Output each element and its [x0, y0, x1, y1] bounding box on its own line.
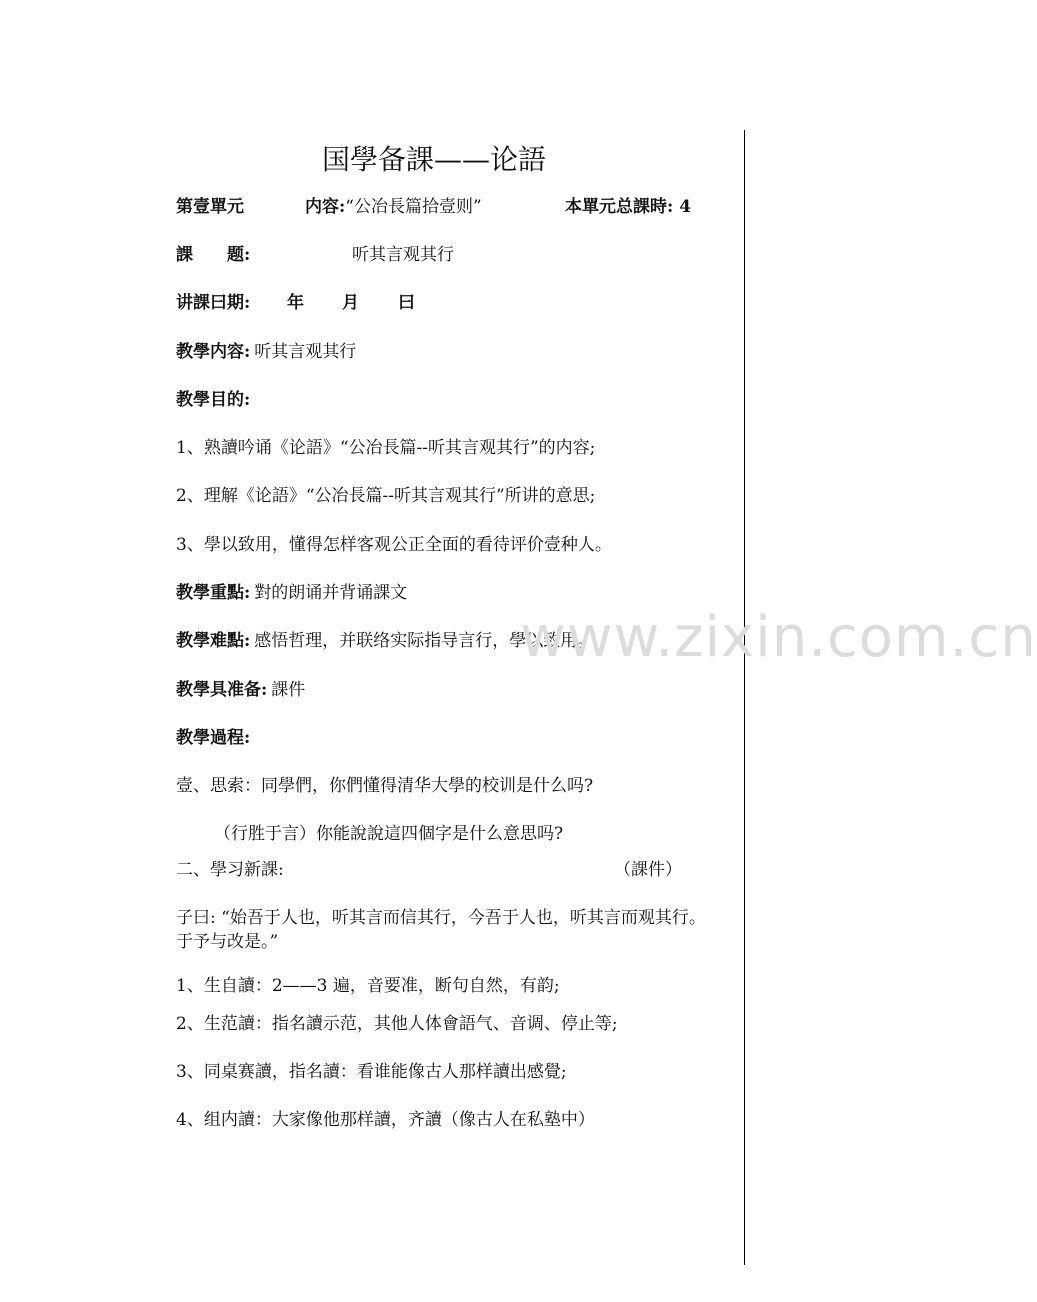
key-point — [176, 580, 407, 606]
process-step-1-sub: （行胜于言）你能說說這四個字是什么意思吗? — [214, 824, 564, 844]
teaching-content-label: 教學内容: — [176, 342, 251, 362]
reading-step: 1、生自讀：2——3 遍，音要准，断句自然，有韵; — [176, 976, 560, 996]
teaching-content-value: 听其言观其行 — [254, 342, 357, 362]
teaching-content — [176, 339, 356, 365]
total-hours-field — [565, 194, 691, 220]
reading-step: 3、同桌赛讀，指名讀：看谁能像古人那样讀出感覺; — [176, 1062, 567, 1082]
key-point-value: 對的朗诵并背诵課文 — [254, 583, 408, 603]
date-day: 曰 — [398, 293, 415, 313]
process-step-2-note: （課件） — [614, 860, 682, 880]
right-margin-rule — [744, 130, 745, 1265]
content-label: 内容: — [305, 197, 346, 217]
difficulty-value: 感悟哲理，并联络实际指导言行，學以致用。 — [254, 631, 595, 651]
date-year: 年 — [287, 293, 304, 313]
materials-value: 課件 — [271, 680, 306, 700]
objectives-label: 教學目的: — [176, 390, 251, 410]
date-month: 月 — [342, 293, 359, 313]
materials — [176, 677, 305, 703]
materials-label: 教學具准备: — [176, 680, 268, 700]
reading-step: 2、生范讀：指名讀示范，其他人体會語气、音调、停止等; — [176, 1014, 618, 1034]
process-step-2: 二、學习新課: — [176, 860, 284, 880]
page-title: 国學备課——论語 — [321, 143, 546, 176]
quote-line-2: 于予与改是。” — [176, 932, 279, 952]
watermark: www.zixin.com.cn — [520, 605, 1037, 670]
total-hours-label: 本單元总課時: — [565, 197, 674, 217]
difficulty-label: 教學难點: — [176, 631, 251, 651]
reading-step: 4、组内讀：大家像他那样讀，齐讀（像古人在私塾中） — [176, 1110, 595, 1130]
objective-item: 3、學以致用，懂得怎样客观公正全面的看待评价壹种人。 — [176, 535, 612, 555]
unit-label: 第壹單元 — [176, 197, 244, 217]
content-value: “公冶長篇拾壹则” — [345, 197, 482, 217]
quote-line-1: 子曰: “始吾于人也，听其言而信其行，今吾于人也，听其言而观其行。 — [176, 908, 706, 928]
objective-item: 2、理解《论語》“公冶長篇--听其言观其行”所讲的意思; — [176, 486, 596, 506]
key-point-label: 教學重點: — [176, 583, 251, 603]
process-step-1: 壹、思索：同學們，你們懂得清华大學的校训是什么吗? — [176, 776, 594, 796]
date-label: 讲課曰期: — [176, 293, 251, 313]
topic-label: 課 题: — [176, 245, 251, 265]
content-field — [305, 194, 482, 220]
total-hours-value: 4 — [679, 197, 692, 217]
process-label: 教學過程: — [176, 728, 251, 748]
objective-item: 1、熟讀吟诵《论語》“公冶長篇--听其言观其行”的内容; — [176, 438, 596, 458]
topic-value: 听其言观其行 — [352, 245, 454, 265]
